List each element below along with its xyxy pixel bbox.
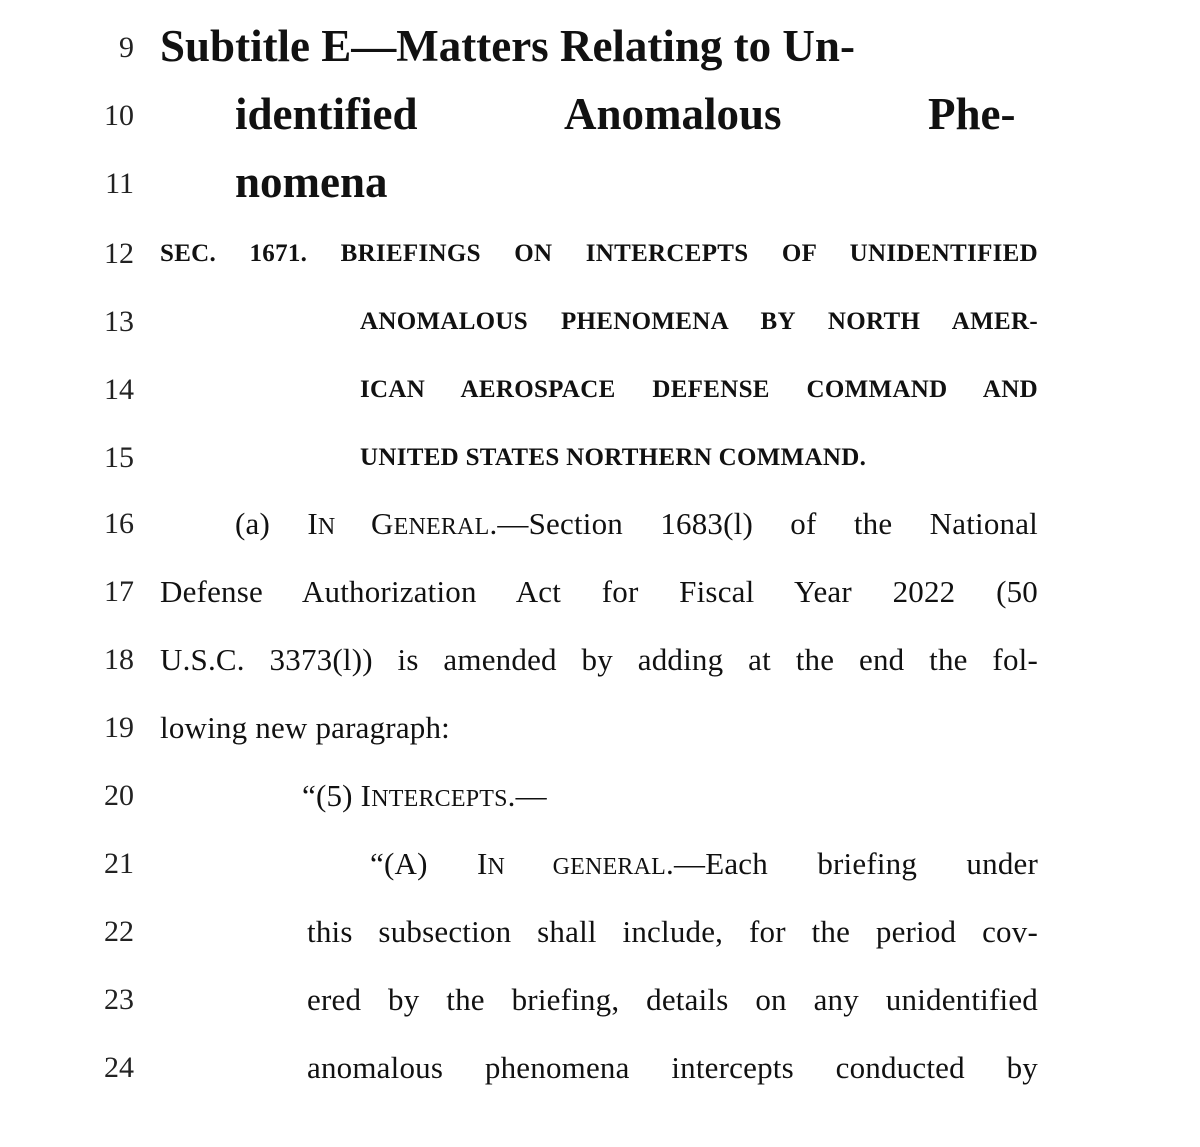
section-heading-line: SEC. 1671. BRIEFINGS ON INTERCEPTS OF UNIDENTIFIED [160,240,1038,267]
body-text: .—Each briefing under [666,846,1038,881]
heading-smallcaps: ENERAL [393,514,490,540]
line-number: 18 [104,643,134,676]
body-text: U.S.C. 3373(l)) is amended by adding at the end the fol- [160,642,1038,677]
paragraph-5-heading [302,776,547,819]
subtitle-word: Anomalous [564,89,782,139]
line-number: 19 [104,711,134,744]
subtitle-heading-line: Subtitle E—Matters Relating to Un- [160,21,855,71]
body-text: .—Section 1683(l) of the National [489,506,1038,541]
line-number: 13 [104,305,134,338]
heading-initial: G [371,506,394,541]
body-text: lowing new paragraph: [160,710,450,745]
line-number: 11 [105,167,134,200]
heading-initial: I [476,846,488,881]
section-heading-line: ANOMALOUS PHENOMENA BY NORTH AMER- [360,308,1038,335]
paragraph-designation: (a) [235,506,308,541]
subtitle-word: identified [235,89,418,139]
heading-smallcaps: NTERCEPTS [371,786,508,812]
heading-initial: I [307,506,318,541]
subsection-a-text [235,504,1038,544]
line-number: 12 [104,237,134,270]
heading-dash: .— [507,778,547,813]
paragraph-designation: “(5) [302,778,361,813]
heading-smallcaps: N GENERAL [487,854,667,880]
heading-initial: I [360,778,372,813]
line-number: 16 [104,507,134,540]
line-number: 24 [104,1051,134,1084]
line-number: 22 [104,915,134,948]
subtitle-word: Phe- [928,89,1016,139]
line-number: 15 [104,441,134,474]
heading-smallcaps: N [317,514,371,540]
body-text: anomalous phenomena intercepts conducted by [307,1050,1038,1085]
line-number: 9 [119,31,134,64]
subparagraph-a-text [370,844,1038,884]
body-text: Defense Authorization Act for Fiscal Year 2022 (50 [160,574,1038,609]
section-heading-line: UNITED STATES NORTHERN COMMAND. [360,444,867,471]
line-number: 14 [104,373,134,406]
body-text: this subsection shall include, for the period cov- [307,914,1038,949]
line-number: 20 [104,779,134,812]
subtitle-heading-line: nomena [235,157,388,207]
line-number: 23 [104,983,134,1016]
line-number: 17 [104,575,134,608]
line-number: 10 [104,99,134,132]
paragraph-designation: “(A) [370,846,477,881]
section-heading-line: ICAN AEROSPACE DEFENSE COMMAND AND [360,376,1038,403]
line-number: 21 [104,847,134,880]
body-text: ered by the briefing, details on any unidentified [307,982,1038,1017]
